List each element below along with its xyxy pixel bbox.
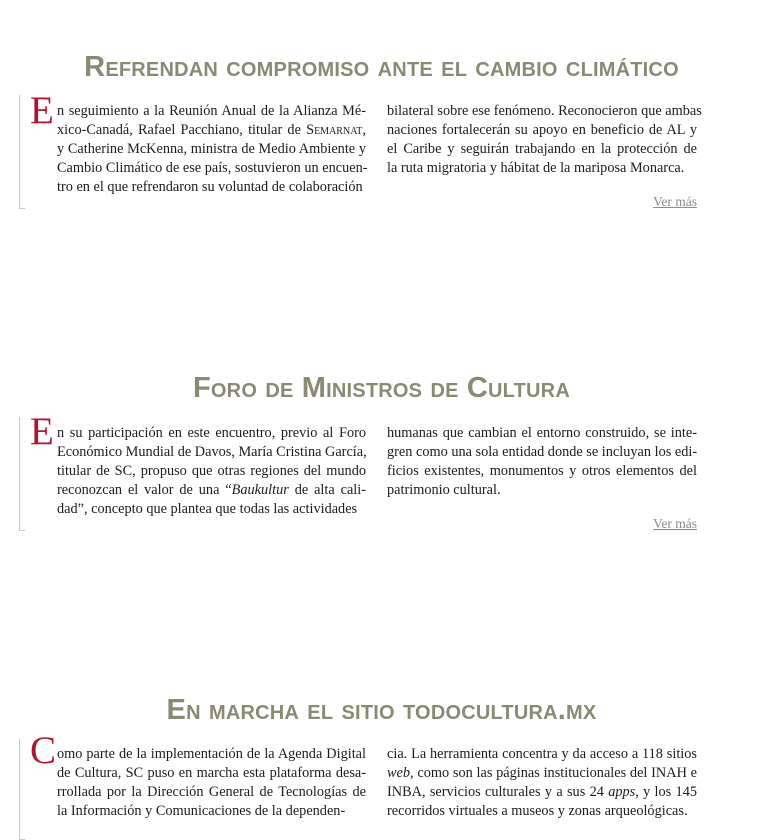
article-title: Refrendan compromiso ante el cambio climático	[84, 51, 679, 83]
text-line	[57, 481, 366, 500]
text-line	[57, 462, 366, 481]
text-segment: el Caribe y seguirán trabajando en la protección de	[387, 141, 697, 157]
text-line	[57, 764, 366, 783]
text-segment: patrimonio cultural.	[387, 482, 501, 498]
text-line	[57, 159, 366, 178]
text-segment: Cambio Climático de ese país, sostuvieron un encuen-	[57, 160, 368, 176]
column-left	[57, 745, 366, 821]
text-line	[57, 121, 366, 140]
column-right	[387, 102, 702, 178]
text-segment: la ruta migratoria y hábitat de la mariposa Monarca.	[387, 160, 685, 176]
text-line	[57, 102, 366, 121]
text-segment: n su participación en este encuentro, previo al Foro	[57, 425, 366, 441]
text-segment: humanas que cambian el entorno construido, se inte-	[387, 425, 697, 441]
column-right	[387, 424, 697, 500]
article-title: Foro de Ministros de Cultura	[193, 372, 570, 404]
text-line	[387, 159, 697, 178]
text-segment: , y los 145	[635, 784, 697, 800]
column-left	[57, 102, 366, 197]
italic-text: apps	[608, 784, 636, 800]
text-segment: , como son las páginas institucionales del INAH e	[410, 765, 697, 781]
article-bracket	[19, 95, 25, 209]
italic-text: web	[387, 765, 411, 781]
text-segment: naciones fortalecerán su apoyo en beneficio de AL y	[387, 122, 697, 138]
italic-text: Baukultur	[231, 482, 289, 498]
text-segment: xico-Canadá, Rafael Pacchiano, titular de	[57, 122, 307, 138]
text-segment: tro en el que refrendaron su voluntad de colaboración	[57, 179, 363, 195]
text-line	[387, 102, 702, 121]
text-line	[57, 178, 366, 197]
text-segment: rrollada por la Dirección General de Tecnologías de	[57, 784, 366, 800]
text-segment: y Catherine McKenna, ministra de Medio Ambiente y	[57, 141, 366, 157]
drop-cap: C	[30, 729, 57, 772]
text-segment: n seguimiento a la Reunión Anual de la Alianza Mé-	[57, 103, 366, 119]
text-segment: Económico Mundial de Davos, María Cristina García,	[57, 444, 367, 460]
text-segment: de Cultura, SC puso en marcha esta plataforma desa-	[57, 765, 366, 781]
text-segment: omo parte de la implementación de la Agenda Digital	[57, 746, 366, 762]
text-line	[57, 745, 366, 764]
text-segment: de alta cali-	[288, 482, 367, 498]
text-segment: INBA, servicios culturales y a sus 24	[387, 784, 609, 800]
ver-mas-link[interactable]: Ver más	[653, 516, 697, 531]
text-segment: recorridos virtuales a museos y zonas arqueológicas.	[387, 803, 688, 819]
ver-mas-link[interactable]: Ver más	[653, 194, 697, 209]
column-left	[57, 424, 366, 519]
article-bracket	[19, 417, 25, 531]
text-segment: ,	[362, 122, 366, 138]
text-line	[387, 424, 697, 443]
text-segment: ficios existentes, monumentos y otros elementos del	[387, 463, 697, 479]
text-line	[387, 745, 697, 764]
text-segment: titular de SC, propuso que otras regiones del mundo	[57, 463, 366, 479]
text-segment: cia. La herramienta concentra y da acceso a 118 sitios	[387, 746, 697, 762]
text-segment: gren como una sola entidad donde se incluyan los edi-	[387, 444, 698, 460]
text-segment: la Información y Comunicaciones de la dependen-	[57, 803, 346, 819]
text-line	[387, 443, 697, 462]
drop-cap: E	[30, 410, 54, 453]
text-line	[387, 481, 697, 500]
text-line	[57, 783, 366, 802]
text-segment: dad”, concepto que plantea que todas las actividades	[57, 501, 358, 517]
article-title: En marcha el sitio todocultura.mx	[166, 694, 597, 726]
text-line	[387, 462, 697, 481]
text-segment: bilateral sobre ese fenómeno. Reconocieron que ambas	[387, 103, 702, 119]
text-line	[57, 443, 366, 462]
text-line	[57, 500, 366, 519]
text-line	[387, 802, 697, 821]
text-line	[387, 764, 697, 783]
text-segment: reconozcan el valor de una “	[57, 482, 232, 498]
text-line	[387, 783, 697, 802]
text-line	[57, 802, 366, 821]
text-line	[57, 140, 366, 159]
text-line	[57, 424, 366, 443]
article-bracket	[19, 739, 25, 840]
text-line	[387, 140, 697, 159]
drop-cap: E	[30, 89, 54, 132]
text-line	[387, 121, 697, 140]
small-caps-text: Semarnat	[306, 122, 363, 138]
column-right	[387, 745, 697, 821]
